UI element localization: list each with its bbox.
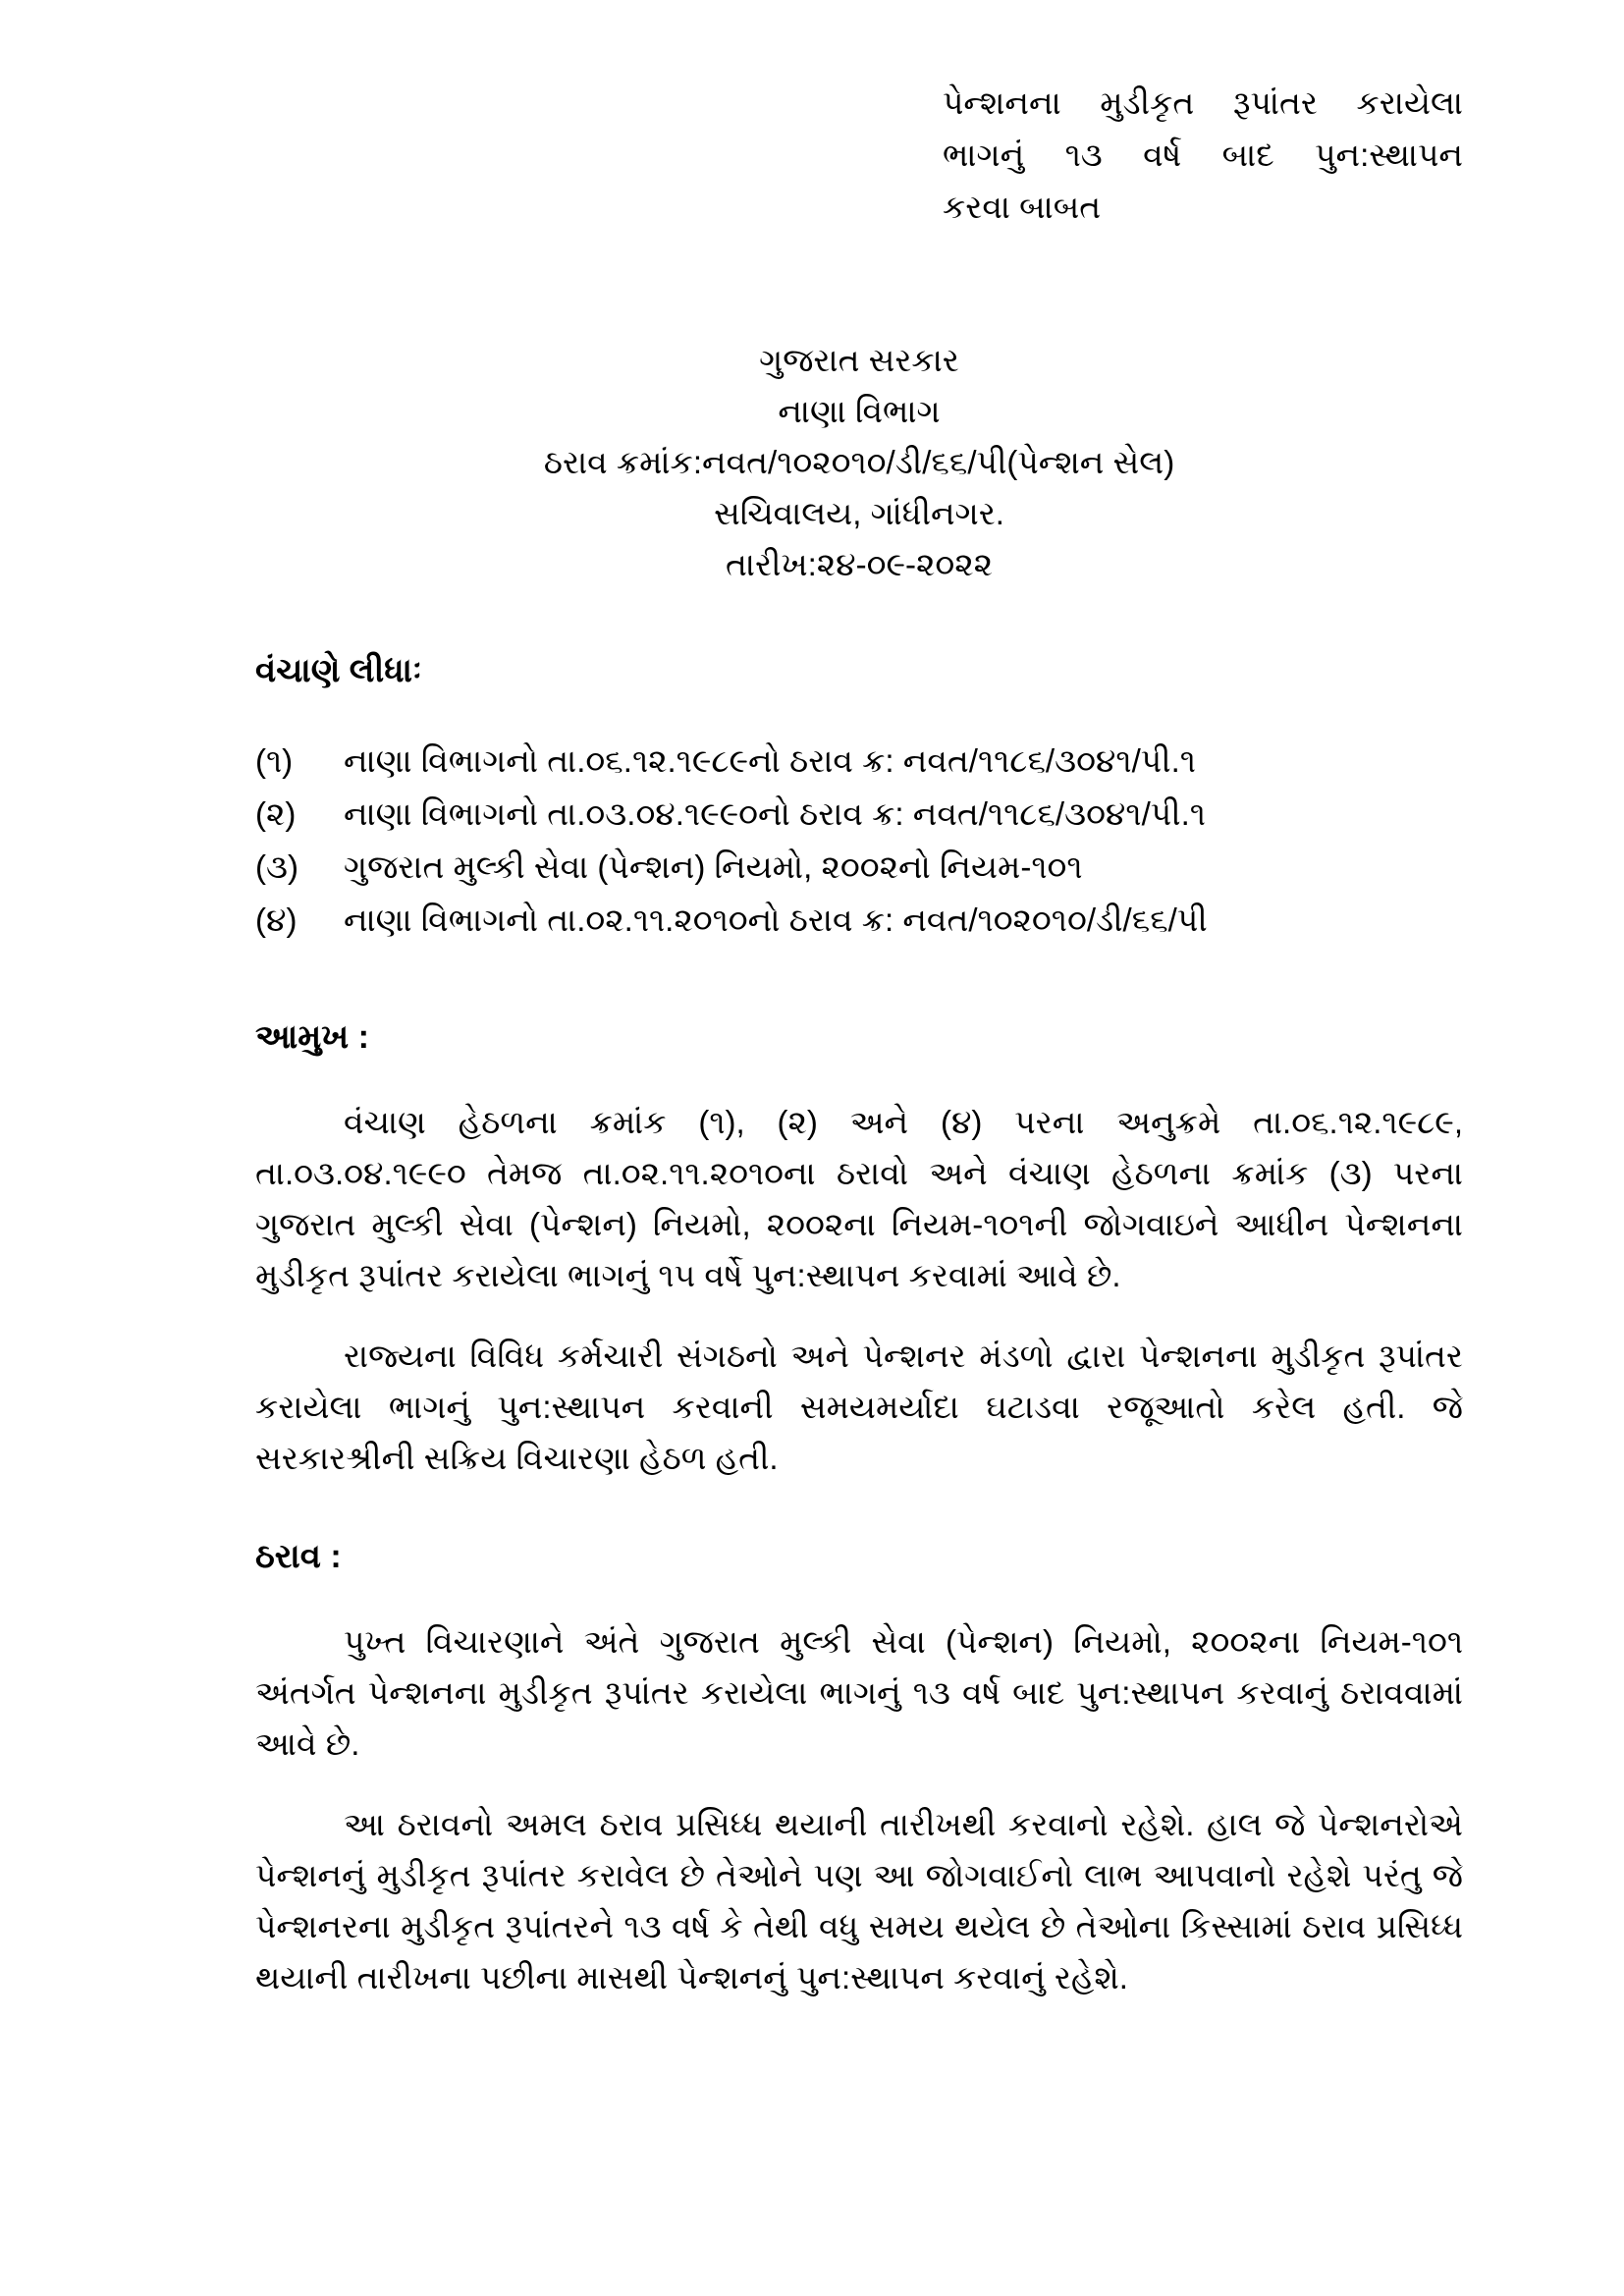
reference-item — [255, 894, 1463, 947]
reference-text: ગુજરાત મુલ્કી સેવા (પેન્શન) નિયમો, ૨૦૦૨નો નિયમ-૧૦૧ — [344, 848, 1083, 885]
read-heading: વંચાણે લીધાઃ — [255, 652, 422, 689]
reference-number: (૪) — [255, 902, 298, 938]
subject-line-1: પેન્શનના મુડીકૃત રૂપાંતર કરાયેલા — [943, 84, 1463, 121]
resolution-paragraph-1: પુખ્ત વિચારણાને અંતે ગુજરાત મુલ્કી સેવા (પેન્શન) નિયમો, ૨૦૦૨ના નિયમ-૧૦૧ અંતર્ગત પેન્શનના મુડીકૃત રૂપાંતર કરાયેલા ભાગનું ૧૩ વર્ષ બાદ પુન:સ્થાપન કરવાનું ઠરાવવામાં આવે છે. — [255, 1623, 1463, 1762]
preamble-heading: આમુખ : — [255, 1018, 369, 1056]
reference-number: (૩) — [255, 848, 298, 885]
letterhead — [255, 335, 1463, 590]
reference-text: નાણા વિભાગનો તા.૦૩.૦૪.૧૯૯૦નો ઠરાવ ક્ર: નવત/૧૧૮૬/૩૦૪૧/પી.૧ — [344, 795, 1206, 832]
subject-block — [943, 77, 1463, 233]
reference-text: નાણા વિભાગનો તા.૦૬.૧૨.૧૯૮૯નો ઠરાવ ક્ર: નવત/૧૧૮૬/૩૦૪૧/પી.૧ — [344, 742, 1196, 779]
preamble-paragraph-1: વંચાણ હેઠળના ક્રમાંક (૧), (૨) અને (૪) પરના અનુક્રમે તા.૦૬.૧૨.૧૯૮૯, તા.૦૩.૦૪.૧૯૯૦ તેમજ તા.૦૨.૧૧.૨૦૧૦ના ઠરાવો અને વંચાણ હેઠળના ક્રમાંક (૩) પરના ગુજરાત મુલ્કી સેવા (પેન્શન) નિયમો, ૨૦૦૨ના નિયમ-૧૦૧ની જોગવાઇને આધીન પેન્શનના મુડીકૃત રૂપાંતર કરાયેલા ભાગનું ૧૫ વર્ષે પુન:સ્થાપન કરવામાં આવે છે. — [255, 1104, 1463, 1293]
department-title: નાણા વિભાગ — [778, 393, 941, 429]
reference-text: નાણા વિભાગનો તા.૦૨.૧૧.૨૦૧૦નો ઠરાવ ક્ર: નવત/૧૦૨૦૧૦/ડી/૬૬/પી — [344, 902, 1208, 938]
date-line: તારીખ:૨૪-૦૯-૨૦૨૨ — [726, 546, 993, 582]
reference-number: (૨) — [255, 795, 297, 832]
reference-item — [255, 735, 1463, 788]
reference-item — [255, 841, 1463, 894]
reference-list — [255, 735, 1463, 947]
government-title: ગુજરાત સરકાર — [759, 342, 959, 378]
reference-item — [255, 788, 1463, 841]
place-line: સચિવાલય, ગાંધીનગર. — [714, 495, 1004, 531]
subject-line-3: કરવા બાબત — [943, 189, 1102, 225]
preamble-paragraph-2: રાજ્યના વિવિધ કર્મચારી સંગઠનો અને પેન્શનર મંડળો દ્વારા પેન્શનના મુડીકૃત રૂપાંતર કરાયેલા ભાગનું પુન:સ્થાપન કરવાની સમયમર્યાદા ઘટાડવા રજૂઆતો કરેલ હતી. જે સરકારશ્રીની સક્રિય વિચારણા હેઠળ હતી. — [255, 1338, 1463, 1476]
resolution-number: ઠરાવ ક્રમાંક:નવત/૧૦૨૦૧૦/ડી/૬૬/પી(પેન્શન સેલ) — [543, 444, 1175, 480]
resolution-paragraph-2: આ ઠરાવનો અમલ ઠરાવ પ્રસિધ્ધ થયાની તારીખથી કરવાનો રહેશે. હાલ જે પેન્શનરોએ પેન્શનનું મુડીકૃત રૂપાંતર કરાવેલ છે તેઓને પણ આ જોગવાઈનો લાભ આપવાનો રહેશે પરંતુ જે પેન્શનરના મુડીકૃત રૂપાંતરને ૧૩ વર્ષ કે તેથી વધુ સમય થયેલ છે તેઓના કિસ્સામાં ઠરાવ પ્રસિધ્ધ થયાની તારીખના પછીના માસથી પેન્શનનું પુન:સ્થાપન કરવાનું રહેશે. — [255, 1806, 1463, 1995]
resolution-heading: ઠરાવ : — [255, 1538, 342, 1575]
reference-number: (૧) — [255, 742, 294, 779]
subject-line-2: ભાગનું ૧૩ વર્ષ બાદ પુન:સ્થાપન — [943, 137, 1463, 173]
